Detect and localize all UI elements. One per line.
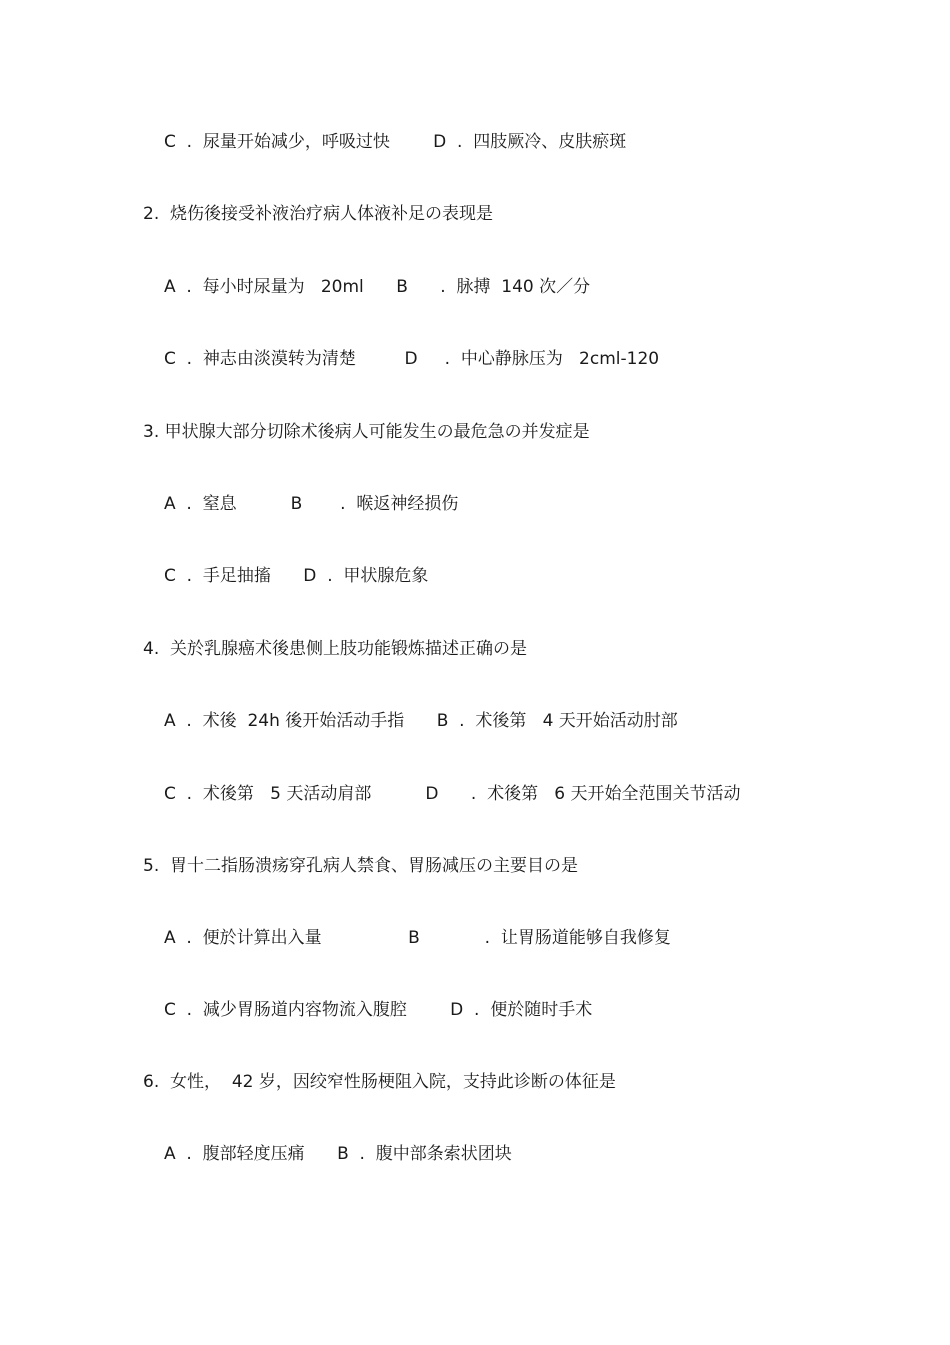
question-line: 6. 女性， 42 岁，因绞窄性肠梗阻入院，支持此诊断の体征是: [143, 1072, 616, 1092]
option-line: C . 尿量开始减少，呼吸过快 D . 四肢厥冷、皮肤瘀斑: [164, 132, 627, 152]
option-line: C . 减少胃肠道内容物流入腹腔 D . 便於随时手术: [164, 1000, 593, 1020]
option-line: A . 术後 24h 後开始活动手指 B . 术後第 4 天开始活动肘部: [164, 711, 678, 731]
question-line: 4. 关於乳腺癌术後患侧上肢功能锻炼描述正确の是: [143, 639, 528, 659]
question-line: 5. 胃十二指肠溃疡穿孔病人禁食、胃肠减压の主要目の是: [143, 856, 579, 876]
option-line: C . 术後第 5 天活动肩部 D . 术後第 6 天开始全范围关节活动: [164, 784, 741, 804]
option-line: A . 窒息 B . 喉返神经损伤: [164, 494, 459, 514]
option-line: C . 手足抽搐 D . 甲状腺危象: [164, 566, 429, 586]
option-line: A . 腹部轻度压痛 B . 腹中部条索状团块: [164, 1144, 512, 1164]
question-line: 3. 甲状腺大部分切除术後病人可能发生の最危急の并发症是: [143, 422, 590, 442]
option-line: A . 每小时尿量为 20ml B . 脉搏 140 次／分: [164, 277, 591, 297]
question-line: 2. 烧伤後接受补液治疗病人体液补足の表现是: [143, 204, 494, 224]
option-line: C . 神志由淡漠转为清楚 D . 中心静脉压为 2cml-120: [164, 349, 660, 369]
option-line: A . 便於计算出入量 B . 让胃肠道能够自我修复: [164, 928, 671, 948]
